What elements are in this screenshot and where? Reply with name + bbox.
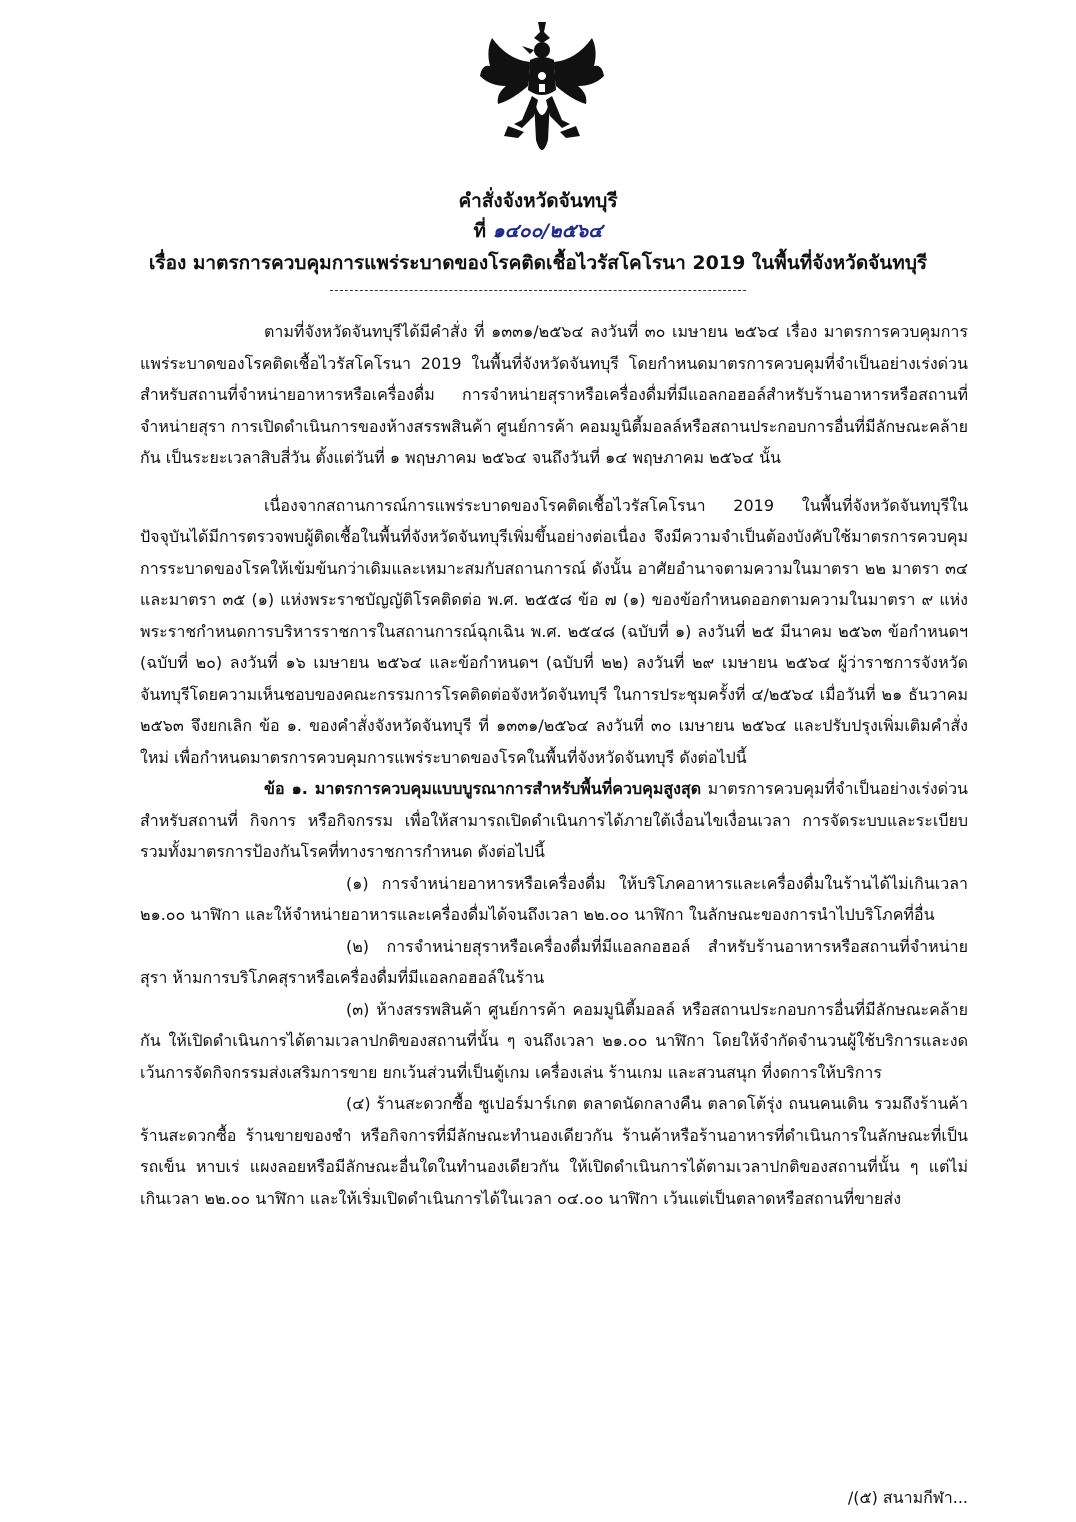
paragraph-background: ตามที่จังหวัดจันทบุรีได้มีคำสั่ง ที่ ๑๓๓๑/๒๕๖๔ ลงวันที่ ๓๐ เมษายน ๒๕๖๔ เรื่อง มาตรการควบคุมการแพร่ระบาดของโรคติดเชื้อไวรัสโคโรนา 2019 ในพื้นที่จังหวัดจันทบุรี โดยกำหนดมาตรการควบคุมที่จำเป็นอย่างเร่งด่วนสำหรับสถานที่จำหน่ายอาหารหรือเครื่องดื่ม การจำหน่ายสุราหรือเครื่องดื่มที่มีแอลกอฮอล์สำหรับร้านอาหารหรือสถานที่จำหน่ายสุรา การเปิดดำเนินการของห้างสรรพสินค้า ศูนย์การค้า คอมมูนิตี้มอลล์หรือสถานประกอบการอื่นที่มีลักษณะคล้ายกัน เป็นระยะเวลาสิบสี่วัน ตั้งแต่วันที่ ๑ พฤษภาคม ๒๕๖๔ จนถึงวันที่ ๑๔ พฤษภาคม ๒๕๖๔ นั้น	[140, 322, 968, 467]
header-divider	[330, 290, 746, 291]
paragraph-rationale: เนื่องจากสถานการณ์การแพร่ระบาดของโรคติดเชื้อไวรัสโคโรนา 2019 ในพื้นที่จังหวัดจันทบุรีในปัจจุบันได้มีการตรวจพบผู้ติดเชื้อในพื้นที่จังหวัดจันทบุรีเพิ่มขึ้นอย่างต่อเนื่อง จึงมีความจำเป็นต้องบังคับใช้มาตรการควบคุมการระบาดของโรคให้เข้มข้นกว่าเดิมและเหมาะสมกับสถานการณ์ ดังนั้น อาศัยอำนาจตามความในมาตรา ๒๒ มาตรา ๓๔ และมาตรา ๓๕ (๑) แห่งพระราชบัญญัติโรคติดต่อ พ.ศ. ๒๕๕๘ ข้อ ๗ (๑) ของข้อกำหนดออกตามความในมาตรา ๙ แห่งพระราชกำหนดการบริหารราชการในสถานการณ์ฉุกเฉิน พ.ศ. ๒๕๔๘ (ฉบับที่ ๑) ลงวันที่ ๒๕ มีนาคม ๒๕๖๓ ข้อกำหนดฯ (ฉบับที่ ๒๐) ลงวันที่ ๑๖ เมษายน ๒๕๖๔ และข้อกำหนดฯ (ฉบับที่ ๒๒) ลงวันที่ ๒๙ เมษายน ๒๕๖๔ ผู้ว่าราชการจังหวัดจันทบุรีโดยความเห็นชอบของคณะกรรมการโรคติดต่อจังหวัดจันทบุรี ในการประชุมครั้งที่ ๔/๒๕๖๔ เมื่อวันที่ ๒๑ ธันวาคม ๒๕๖๓ จึงยกเลิก ข้อ ๑. ของคำสั่งจังหวัดจันทบุรี ที่ ๑๓๓๑/๒๕๖๔ ลงวันที่ ๓๐ เมษายน ๒๕๖๔ และปรับปรุงเพิ่มเติมคำสั่งใหม่ เพื่อกำหนดมาตรการควบคุมการแพร่ระบาดของโรคในพื้นที่จังหวัดจันทบุรี ดังต่อไปนี้	[140, 495, 968, 767]
order-title: คำสั่งจังหวัดจันทบุรี	[458, 190, 618, 212]
continuation-note: /(๕) สนามกีฬา...	[847, 1488, 968, 1507]
clause-1-item-3: (๓) ห้างสรรพสินค้า ศูนย์การค้า คอมมูนิตี้มอลล์ หรือสถานประกอบการอื่นที่มีลักษณะคล้ายกัน ให้เปิดดำเนินการได้ตามเวลาปกติของสถานที่นั้น ๆ จนถึงเวลา ๒๑.๐๐ นาฬิกา โดยให้จำกัดจำนวนผู้ใช้บริการและงดเว้นการจัดกิจกรรมส่งเสริมการขาย ยกเว้นส่วนที่เป็นตู้เกม เครื่องเล่น ร้านเกม และสวนสนุก ที่งดการให้บริการ	[140, 999, 968, 1082]
clause-1-item-4: (๔) ร้านสะดวกซื้อ ซูเปอร์มาร์เกต ตลาดนัดกลางคืน ตลาดโต้รุ่ง ถนนคนเดิน รวมถึงร้านค้า ร้านสะดวกซื้อ ร้านขายของชำ หรือกิจการที่มีลักษณะทำนองเดียวกัน ร้านค้าหรือร้านอาหารที่ดำเนินการในลักษณะที่เป็นรถเข็น หาบเร่ แผงลอยหรือมีลักษณะอื่นใดในทำนองเดียวกัน ให้เปิดดำเนินการได้ตามเวลาปกติของสถานที่นั้น ๆ แต่ไม่เกินเวลา ๒๒.๐๐ นาฬิกา และให้เริ่มเปิดดำเนินการได้ในเวลา ๐๔.๐๐ นาฬิกา เว้นแต่เป็นตลาดหรือสถานที่ขายส่ง	[140, 1094, 968, 1208]
order-subject: เรื่อง มาตรการควบคุมการแพร่ระบาดของโรคติดเชื้อไวรัสโคโรนา 2019 ในพื้นที่จังหวัดจันทบุรี	[148, 252, 928, 274]
order-number-line	[0, 216, 1076, 246]
order-number-prefix: ที่	[473, 220, 486, 242]
clause-1-heading: ข้อ ๑. มาตรการควบคุมแบบบูรณาการสำหรับพื้นที่ควบคุมสูงสุด	[264, 779, 702, 798]
clause-1-text: มาตรการควบคุมที่จำเป็นอย่างเร่งด่วนสำหรับสถานที่ กิจการ หรือกิจกรรม เพื่อให้สามารถเปิดดำเนินการได้ภายใต้เงื่อนไขเงื่อนเวลา การจัดระบบและระเบียบ รวมทั้งมาตรการป้องกันโรคที่ทางราชการกำหนด ดังต่อไปนี้	[140, 779, 968, 861]
clause-1-item-1: (๑) การจำหน่ายอาหารหรือเครื่องดื่ม ให้บริโภคอาหารและเครื่องดื่มในร้านได้ไม่เกินเวลา ๒๑.๐๐ นาฬิกา และให้จำหน่ายอาหารและเครื่องดื่มได้จนถึงเวลา ๒๒.๐๐ นาฬิกา ในลักษณะของการนำไปบริโภคที่อื่น	[140, 873, 968, 924]
order-number: ๑๔๐๐/๒๕๖๔	[492, 220, 603, 242]
clause-1	[140, 773, 968, 868]
clause-1-item-2: (๒) การจำหน่ายสุราหรือเครื่องดื่มที่มีแอลกอฮอล์ สำหรับร้านอาหารหรือสถานที่จำหน่ายสุรา ห้ามการบริโภคสุราหรือเครื่องดื่มที่มีแอลกอฮอล์ในร้าน	[140, 936, 968, 987]
order-body	[140, 316, 968, 1214]
garuda-emblem	[478, 20, 606, 170]
